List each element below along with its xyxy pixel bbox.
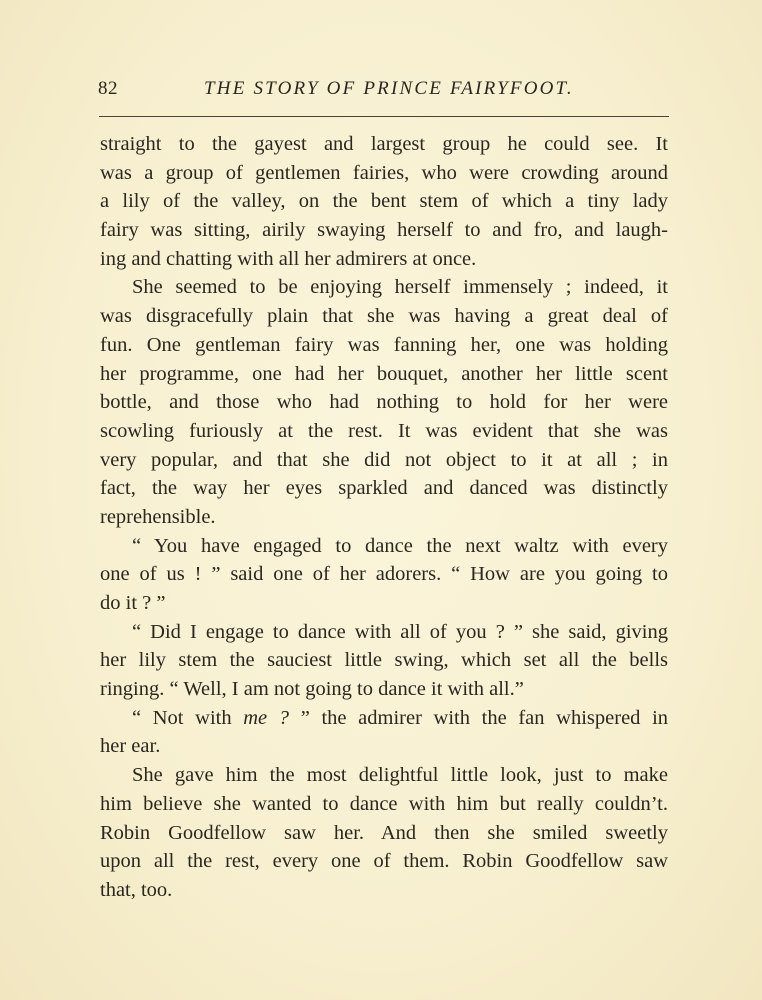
body-text bbox=[100, 130, 668, 905]
text-line: She seemed to be enjoying herself immensely ; indeed, it bbox=[132, 276, 668, 299]
text-line: one of us ! ” said one of her adorers. “ How are you going to bbox=[100, 563, 668, 586]
text-line: fun. One gentleman fairy was fanning her, one was holding bbox=[100, 333, 668, 356]
text-line: bottle, and those who had nothing to hold for her were bbox=[100, 391, 668, 414]
text-line: that, too. bbox=[100, 878, 173, 901]
text-fragment: the admirer with the fan whispered in bbox=[321, 706, 669, 729]
running-title: THE STORY OF PRINCE FAIRYFOOT. bbox=[204, 78, 574, 99]
text-line: ing and chatting with all her admirers at once. bbox=[100, 247, 477, 270]
text-line: upon all the rest, every one of them. Robin Goodfellow saw bbox=[100, 850, 668, 873]
text-line: him believe she wanted to dance with him but really couldn’t. bbox=[100, 792, 668, 815]
text-line: very popular, and that she did not object to it at all ; in bbox=[100, 448, 668, 471]
text-line: straight to the gayest and largest group he could see. It bbox=[100, 133, 668, 155]
page-number: 82 bbox=[98, 78, 118, 99]
text-line: her lily stem the sauciest little swing, which set all the bells bbox=[100, 649, 668, 672]
text-line: scowling furiously at the rest. It was evident that she was bbox=[100, 419, 668, 442]
text-line bbox=[100, 704, 668, 733]
text-line: was disgracefully plain that she was having a great deal of bbox=[100, 305, 668, 328]
text-line: was a group of gentlemen fairies, who were crowding around bbox=[100, 161, 668, 184]
text-line: reprehensible. bbox=[100, 505, 216, 528]
text-fragment: ” bbox=[289, 706, 310, 729]
text-line: fact, the way her eyes sparkled and danced was distinctly bbox=[100, 477, 668, 500]
italic-word: me ? bbox=[243, 706, 290, 729]
text-line: fairy was sitting, airily swaying herself to and fro, and laugh- bbox=[100, 219, 668, 242]
text-line: her programme, one had her bouquet, another her little scent bbox=[100, 362, 668, 385]
text-line: do it ? ” bbox=[100, 592, 166, 614]
text-line: her ear. bbox=[100, 735, 161, 758]
text-line: She gave him the most delightful little look, just to make bbox=[132, 764, 668, 787]
text-line: ringing. “ Well, I am not going to dance it with all.” bbox=[100, 678, 524, 701]
running-head bbox=[98, 78, 668, 104]
text-line: a lily of the valley, on the bent stem of which a tiny lady bbox=[100, 190, 668, 213]
text-line: “ You have engaged to dance the next waltz with every bbox=[132, 534, 668, 557]
header-rule bbox=[99, 116, 669, 117]
text-line: Robin Goodfellow saw her. And then she smiled sweetly bbox=[100, 821, 668, 844]
text-fragment: “ Not with bbox=[132, 706, 244, 729]
text-line: “ Did I engage to dance with all of you ? ” she said, giving bbox=[132, 620, 668, 643]
